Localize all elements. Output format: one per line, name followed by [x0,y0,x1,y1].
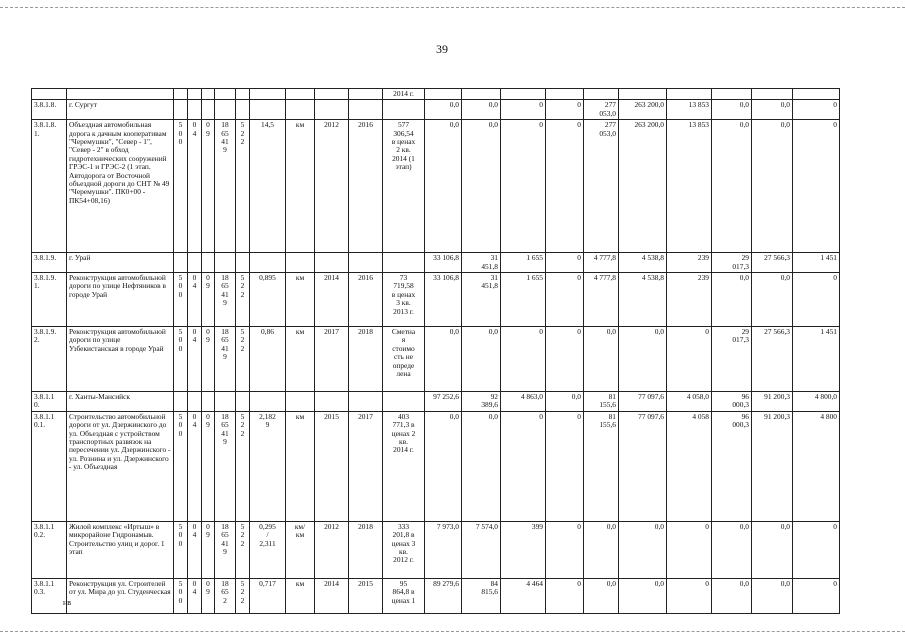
table-cell: 18 65 41 9 [215,521,236,578]
table-cell: 577 306,54 в ценах 2 кв. 2014 (1 этап) [383,120,425,253]
table-cell: 13 853 [667,120,712,253]
table-cell: 7 973,0 [425,521,462,578]
table-cell: 2014 [315,273,349,327]
table-cell: 0 [667,578,712,613]
table-cell: 3.8.1.8. 1. [32,120,67,253]
table-cell [383,392,425,412]
table-cell: 4 863,0 [501,392,546,412]
table-cell [236,392,250,412]
table-cell: 0 [793,273,840,327]
table-cell: 0 [546,100,584,120]
table-cell: г. Урай [67,253,174,273]
table-cell: 2015 [349,578,383,613]
table-cell: 95 864,8 в ценах 1 [383,578,425,613]
table-cell [250,100,286,120]
header-year-cell: 2014 г. [383,89,425,100]
table-cell: 0,0 [546,392,584,412]
table-cell: 0 [501,120,546,253]
table-cell: км/ км [286,521,315,578]
table-cell: км [286,578,315,613]
table-cell: 5 0 0 [174,411,188,521]
table-cell: 0,0 [752,578,793,613]
table-cell: 0,895 [250,273,286,327]
table-cell: 1 451 [793,253,840,273]
table-cell: 4 058 [667,411,712,521]
table-cell: 4 800 [793,411,840,521]
table-row [32,253,840,273]
table-cell: 0,0 [462,120,501,253]
table-cell: 0,0 [712,273,752,327]
table-cell: 0,0 [712,100,752,120]
header-row [32,89,840,100]
table-cell [236,100,250,120]
table-cell: 96 000,3 [712,411,752,521]
table-cell: 0 [501,411,546,521]
table-cell: 18 65 41 9 [215,411,236,521]
table-cell: 333 201,8 в ценах 3 кв. 2012 г. [383,521,425,578]
table-row [32,100,840,120]
table-cell: 0 [793,578,840,613]
table-cell: 263 200,0 [619,100,667,120]
table-cell [349,100,383,120]
table-cell: г. Сургут [67,100,174,120]
scan-bottom-edge [0,631,905,632]
table-cell: 5 0 0 [174,327,188,392]
table-cell: 18 65 2 [215,578,236,613]
table-cell: 0 [546,327,584,392]
table-cell: 4 538,8 [619,253,667,273]
table-cell: 18 65 41 9 [215,327,236,392]
table-cell: 0,0 [752,100,793,120]
table-cell: 29 017,3 [712,327,752,392]
table-cell: 3.8.1.1 0.1. [32,411,67,521]
table-cell: 0 9 [202,273,215,327]
table-cell: 31 451,8 [462,253,501,273]
table-cell: 0,0 [425,327,462,392]
table-cell: 5 0 0 [174,273,188,327]
table-cell: 1 655 [501,273,546,327]
table-cell: 0 [546,120,584,253]
table-cell: 0,0 [619,327,667,392]
table-row [32,273,840,327]
page-number: 39 [436,42,448,56]
table-cell: км [286,120,315,253]
table-cell: 27 566,3 [752,327,793,392]
table-cell: 0,0 [619,521,667,578]
table-cell: 277 053,0 [584,100,619,120]
table-cell: 5 2 2 [236,327,250,392]
table-cell: 14,5 [250,120,286,253]
table-cell: 0,0 [712,521,752,578]
table-cell: 2016 [349,120,383,253]
table-cell: 0,717 [250,578,286,613]
table-cell: г. Ханты-Мансийск [67,392,174,412]
table-cell: 0,295 / 2,311 [250,521,286,578]
table-cell [250,392,286,412]
table-cell: 91 200,3 [752,392,793,412]
table-cell: 0,0 [425,120,462,253]
table-cell: 18 65 41 9 [215,120,236,253]
table-cell: 77 097,6 [619,392,667,412]
table-cell: 3.8.1.9. 2. [32,327,67,392]
table-cell [286,100,315,120]
table-cell: 96 000,3 [712,392,752,412]
table-cell: 18 65 41 9 [215,273,236,327]
table-cell [349,253,383,273]
table-cell [315,392,349,412]
table-cell: 0,0 [619,578,667,613]
table-cell: 5 2 2 [236,521,250,578]
table-cell: 5 2 2 [236,578,250,613]
table-cell: 0,0 [752,120,793,253]
table-cell: 0 4 [188,273,202,327]
table-cell [215,392,236,412]
table-cell: 0,0 [584,578,619,613]
table-cell [349,392,383,412]
table-cell [202,253,215,273]
table-cell: Реконструкция автомобильной дороги по улице Нефтяников в городе Урай [67,273,174,327]
table-cell [188,100,202,120]
table-cell: 2,182 9 [250,411,286,521]
footnote-mark: нв [63,598,72,607]
table-cell [202,100,215,120]
table-cell: 0 9 [202,521,215,578]
table-cell: км [286,273,315,327]
table-cell: 5 0 0 [174,578,188,613]
table-cell [188,253,202,273]
table-cell: 33 106,8 [425,253,462,273]
table-cell: 0,0 [462,100,501,120]
table-cell [383,253,425,273]
table-cell: 3.8.1.9. [32,253,67,273]
table-cell: 5 0 0 [174,120,188,253]
table-cell: 4 777,8 [584,273,619,327]
table-cell: 0 4 [188,411,202,521]
table-cell: 0,0 [752,521,793,578]
table-cell: 3.8.1.1 0. [32,392,67,412]
table-cell: 2017 [349,411,383,521]
table-cell: 0 9 [202,411,215,521]
table-cell: 7 574,0 [462,521,501,578]
table-cell: 0 [793,120,840,253]
table-cell: 277 053,0 [584,120,619,253]
table-cell: 403 771,3 в ценах 2 кв. 2014 г. [383,411,425,521]
table-cell: 0 [501,100,546,120]
table-cell: 4 538,8 [619,273,667,327]
table-cell [215,100,236,120]
table-cell: 0 9 [202,120,215,253]
table-cell: 77 097,6 [619,411,667,521]
table-cell [236,253,250,273]
table-cell: 89 279,6 [425,578,462,613]
table-row [32,521,840,578]
table-cell [188,392,202,412]
table-cell: 81 155,6 [584,411,619,521]
table-cell: 0 [793,100,840,120]
table-cell: 0 4 [188,521,202,578]
table-cell: 5 2 2 [236,273,250,327]
table-cell: 5 0 0 [174,521,188,578]
table-cell: Реконструкция ул. Строителей от ул. Мира до ул. Студенческая [67,578,174,613]
table-cell: 31 451,8 [462,273,501,327]
table-cell: 263 200,0 [619,120,667,253]
table-cell: 0 [667,327,712,392]
table-cell: 0 [793,521,840,578]
table-cell: 0 4 [188,120,202,253]
table-cell: 2017 [315,327,349,392]
table-cell [174,100,188,120]
table-cell: Сметна я стоимо сть не опреде лена [383,327,425,392]
table-cell [250,253,286,273]
table-row [32,411,840,521]
table-row [32,327,840,392]
table-cell: 2012 [315,120,349,253]
table-cell: 5 2 2 [236,411,250,521]
table-cell: 84 815,6 [462,578,501,613]
table-cell: 3.8.1.1 0.3. [32,578,67,613]
table-cell: 0,0 [425,411,462,521]
table-cell: 81 155,6 [584,392,619,412]
table-cell: 73 719,58 в ценах 3 кв. 2013 г. [383,273,425,327]
table-cell: 33 106,8 [425,273,462,327]
table-cell: 2012 [315,521,349,578]
table-cell: 0 [501,327,546,392]
table-cell: 27 566,3 [752,253,793,273]
table-cell: км [286,327,315,392]
table-cell: 4 800,0 [793,392,840,412]
table-cell: 29 017,3 [712,253,752,273]
table-cell: 2018 [349,521,383,578]
table-cell: 13 853 [667,100,712,120]
table-cell: 0 9 [202,327,215,392]
table-cell [383,100,425,120]
table-cell: 0,0 [584,327,619,392]
table-cell: Объездная автомобильная дорога к дачным кооперативам "Черемушки", "Север - 1", "Север - 2" в обход гидротехнических сооружений ГРЭС-1 и ГРЭС-2 (1 этап. Автодорога от Восточной объездной дороги до СНТ № 49 "Черемушки". ПК0+00 - ПК54+08,16) [67,120,174,253]
table-cell: 4 777,8 [584,253,619,273]
table-cell: 4 058,0 [667,392,712,412]
table-cell: 0 [546,578,584,613]
table-cell: 2014 [315,578,349,613]
table-cell: 0,0 [425,100,462,120]
table-cell [286,392,315,412]
table-row [32,392,840,412]
table-cell: 0,0 [712,578,752,613]
table-cell [174,392,188,412]
table-cell: км [286,411,315,521]
table-cell: 0 [667,521,712,578]
table-cell: 0 4 [188,578,202,613]
table-cell: 4 464 [501,578,546,613]
table-cell: 5 2 2 [236,120,250,253]
table-cell [315,100,349,120]
table-cell: 0 [546,411,584,521]
table-cell: 3.8.1.1 0.2. [32,521,67,578]
table-cell: 92 389,6 [462,392,501,412]
table-cell: 0,0 [752,273,793,327]
scan-top-edge [0,7,905,8]
table-cell [215,253,236,273]
table-cell [286,253,315,273]
table-cell: Строительство автомобильной дороги от ул. Дзержинского до ул. Объездная с устройством транспортных развязок на пересечении ул. Дзержинского - ул. Рознина и ул. Дзержинского - ул. Объездная [67,411,174,521]
table-cell: 91 200,3 [752,411,793,521]
table-cell: 1 655 [501,253,546,273]
table-cell [174,253,188,273]
table-cell: Жилой комплекс «Иртыш» в микрорайоне Гидронамыв. Строительство улиц и дорог. 1 этап [67,521,174,578]
table-cell: 0 [546,253,584,273]
table-cell: 0,0 [712,120,752,253]
table-cell: 0 4 [188,327,202,392]
table-cell: 97 252,6 [425,392,462,412]
table-cell: 0,0 [462,411,501,521]
budget-table [31,88,840,614]
table-cell: 2018 [349,327,383,392]
table-cell [202,392,215,412]
table-cell [315,253,349,273]
table-cell: 1 451 [793,327,840,392]
table-cell: 3.8.1.9. 1. [32,273,67,327]
table-cell: 0 9 [202,578,215,613]
table-cell: Реконструкция автомобильной дороги по улице Узбекистанская в городе Урай [67,327,174,392]
table-cell: 239 [667,273,712,327]
table-cell: 2015 [315,411,349,521]
table-cell: 3.8.1.8. [32,100,67,120]
table-cell: 0,86 [250,327,286,392]
table-cell: 399 [501,521,546,578]
table-row [32,578,840,613]
table-cell: 0 [546,521,584,578]
table-cell: 0,0 [584,521,619,578]
table-cell: 239 [667,253,712,273]
table-row [32,120,840,253]
table-cell: 0 [546,273,584,327]
table-cell: 2016 [349,273,383,327]
table-cell: 0,0 [462,327,501,392]
